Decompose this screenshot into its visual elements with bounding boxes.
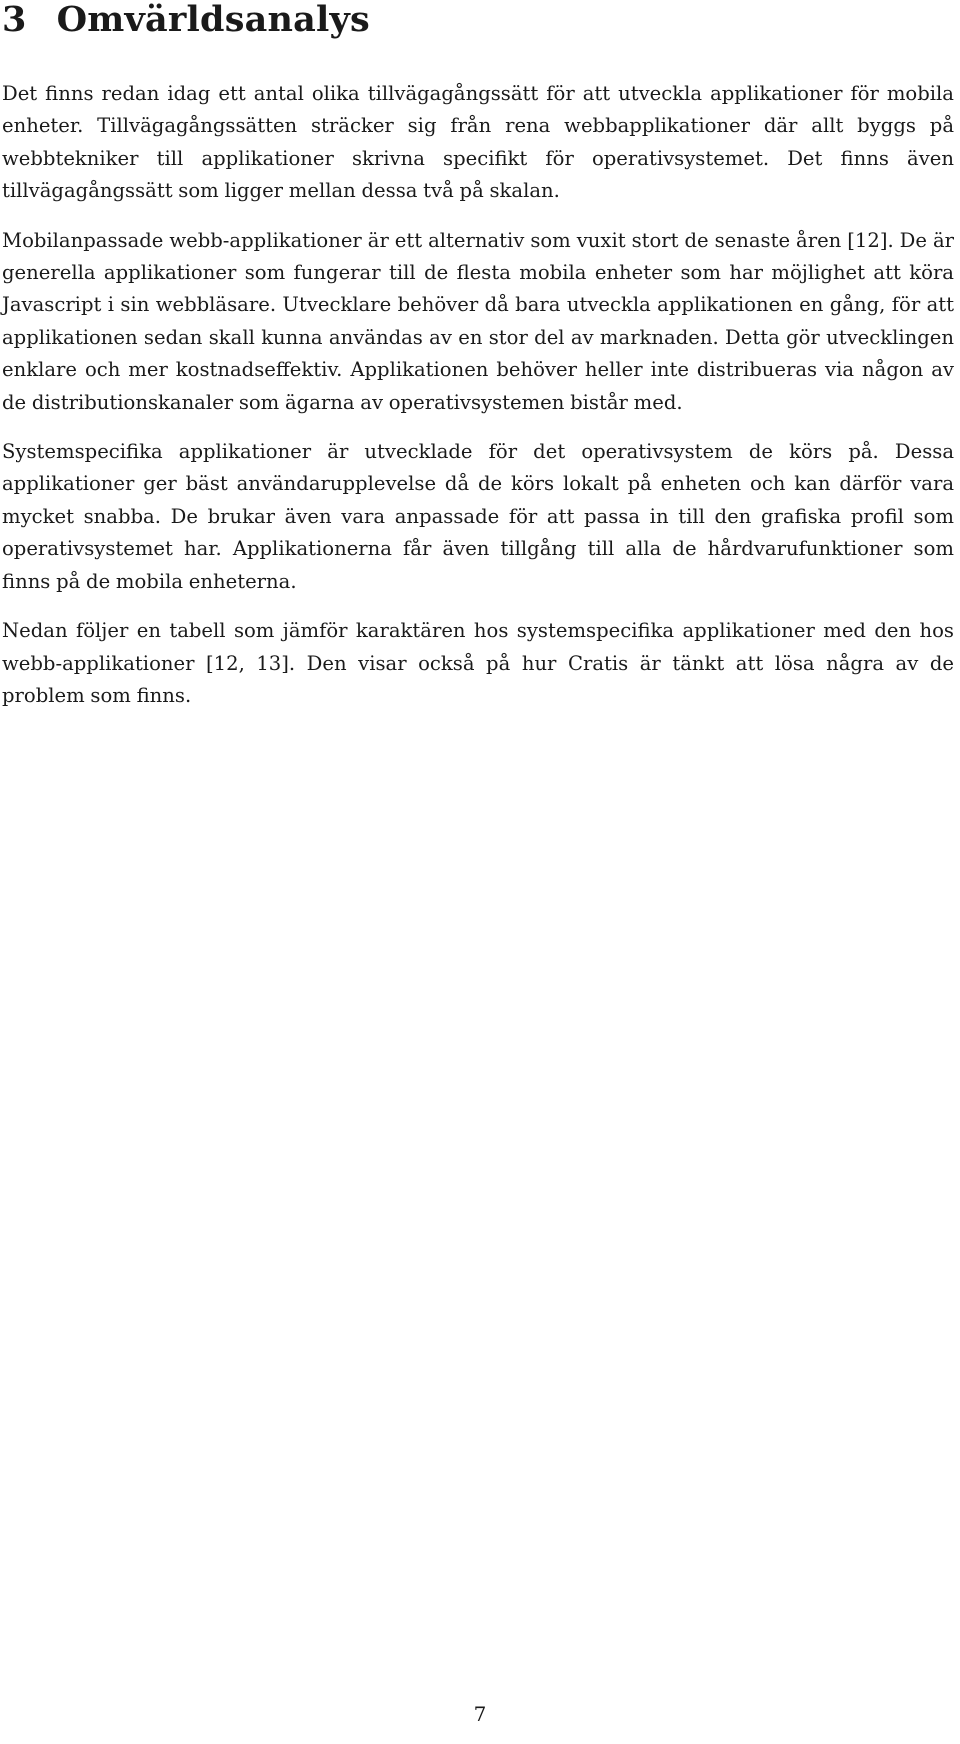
- paragraph-intro: Det finns redan idag ett antal olika tillvägagångssätt för att utveckla applikationer för mobila enheter. Tillvägagångssätten sträcker sig från rena webbapplikationer där allt byggs på webbtekniker till applikationer skrivna specifikt för operativsystemet. Det finns även tillvägagångssätt som ligger mellan dessa två på skalan.: [2, 82, 954, 203]
- paragraph-native-apps: Systemspecifika applikationer är utvecklade för det operativsystem de körs på. Dessa applikationer ger bäst användarupplevelse då de körs lokalt på enheten och kan därför vara mycket snabba. De brukar även vara anpassade för att passa in till den grafiska profil som operativsystemet har. Applikationerna får även tillgång till alla de hårdvarufunktioner som finns på de mobila enheterna.: [2, 440, 954, 593]
- paragraph-table-intro: Nedan följer en tabell som jämför karaktären hos systemspecifika applikationer med den hos webb-applikationer [12, 13]. Den visar också på hur Cratis är tänkt att lösa några av de problem som finns.: [2, 619, 954, 707]
- section-number: 3: [2, 0, 27, 40]
- paragraph-web-apps: Mobilanpassade webb-applikationer är ett alternativ som vuxit stort de senaste åren [12]. De är generella applikationer som fungerar till de flesta mobila enheter som har möjlighet att köra Javascript i sin webbläsare. Utvecklare behöver då bara utveckla applikationen en gång, för att applikationen sedan skall kunna användas av en stor del av marknaden. Detta gör utvecklingen enklare och mer kostnadseffektiv. Applikationen behöver heller inte distribueras via någon av de distributionskanaler som ägarna av operativsystemen bistår med.: [2, 228, 954, 414]
- body-text: [2, 78, 954, 729]
- section-heading: [2, 0, 370, 40]
- page-number: 7: [473, 1702, 487, 1726]
- section-title: Omvärldsanalys: [56, 0, 370, 40]
